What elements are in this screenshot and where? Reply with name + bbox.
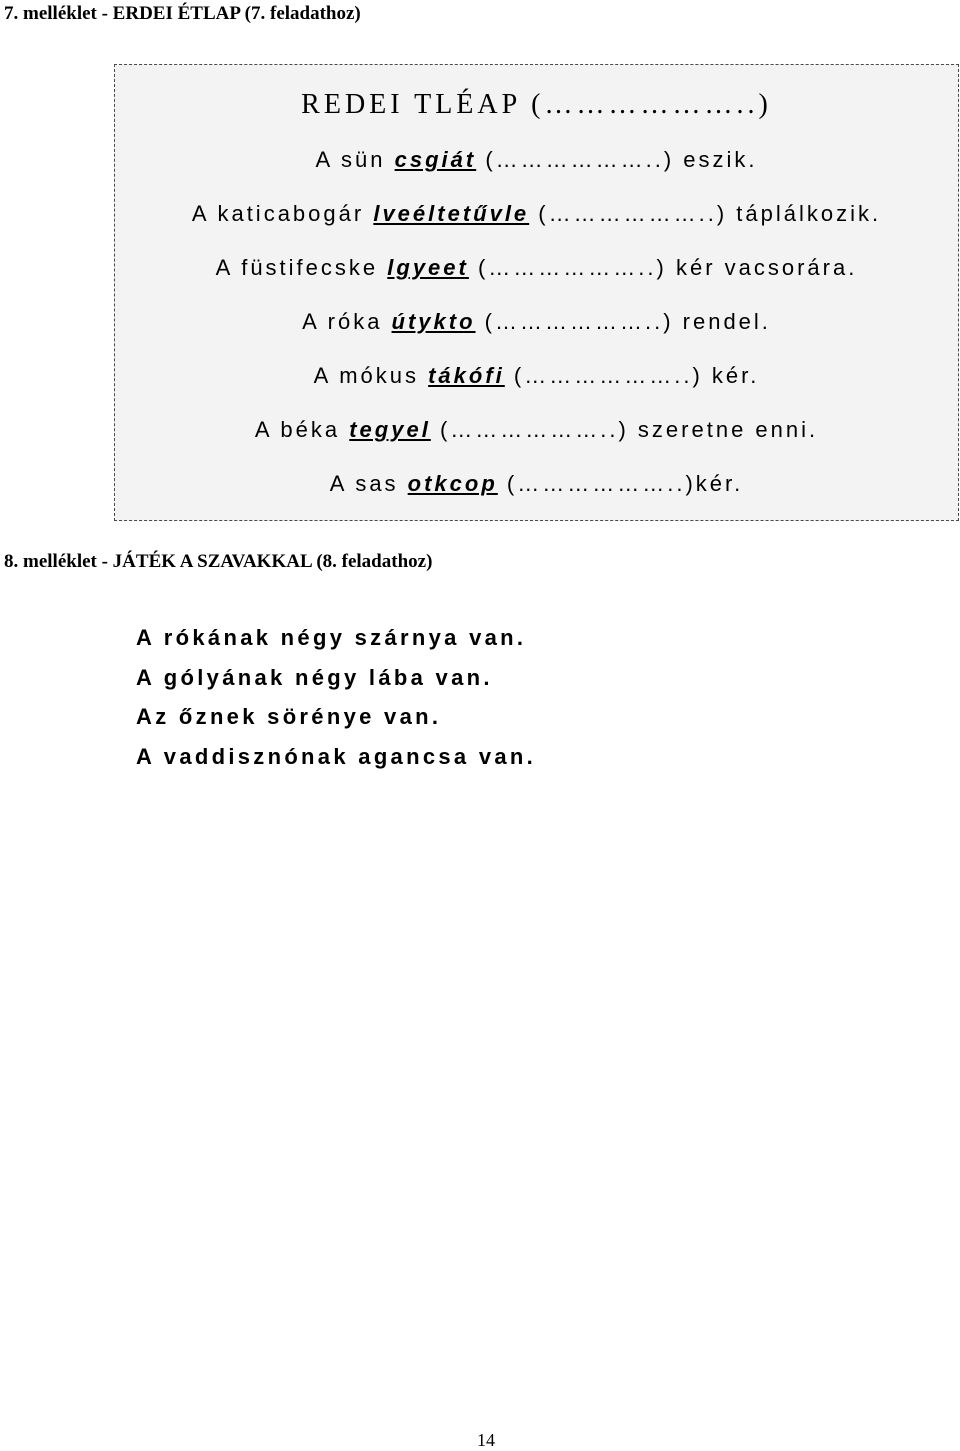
menu-line-suffix: (………………..) táplálkozik. [529,201,882,226]
section-8-heading: 8. melléklet - JÁTÉK A SZAVAKKAL (8. feladathoz) [4,551,433,572]
menu-line [115,187,958,241]
menu-line [115,295,958,349]
menu-line-suffix: (………………..) kér. [504,363,760,388]
menu-title: REDEI TLÉAP [301,89,521,120]
scrambled-word: útykto [391,309,476,334]
word-game-sentences [136,618,536,777]
menu-title-blank: (………………..) [520,89,772,120]
forest-menu-box [114,64,959,521]
menu-line-prefix: A róka [302,309,392,334]
menu-line-prefix: A mókus [313,363,429,388]
menu-line-suffix: (………………..) kér vacsorára. [468,255,858,280]
scrambled-word: tákófi [428,363,505,388]
sentence: A gólyának négy lába van. [136,664,493,690]
menu-line-prefix: A béka [254,417,350,442]
scrambled-word: lveéltetűvle [373,201,530,226]
menu-line-suffix: (………………..) eszik. [476,147,758,172]
menu-line [115,349,958,403]
menu-line [115,241,958,295]
menu-line-prefix: A sün [315,147,395,172]
section-7-heading: 7. melléklet - ERDEI ÉTLAP (7. feladathoz) [4,3,361,24]
page-number: 14 [477,1430,495,1450]
sentence: A vaddisznónak agancsa van. [136,744,537,770]
menu-line-prefix: A sas [329,471,408,496]
scrambled-word: otkcop [407,471,498,496]
menu-line [115,133,958,187]
menu-line [115,457,958,511]
scrambled-word: csgiát [394,147,477,172]
menu-line-prefix: A katicabogár [191,201,374,226]
menu-title-line [115,77,958,133]
scrambled-word: lgyeet [387,255,469,280]
menu-line-prefix: A füstifecske [215,255,388,280]
sentence: A rókának négy szárnya van. [136,625,527,650]
scrambled-word: tegyel [349,417,431,442]
menu-line [115,403,958,457]
sentence: Az őznek sörénye van. [136,704,442,730]
menu-line-suffix: (………………..) rendel. [475,309,771,334]
menu-line-suffix: (………………..)kér. [497,471,744,496]
menu-line-suffix: (………………..) szeretne enni. [430,417,819,442]
